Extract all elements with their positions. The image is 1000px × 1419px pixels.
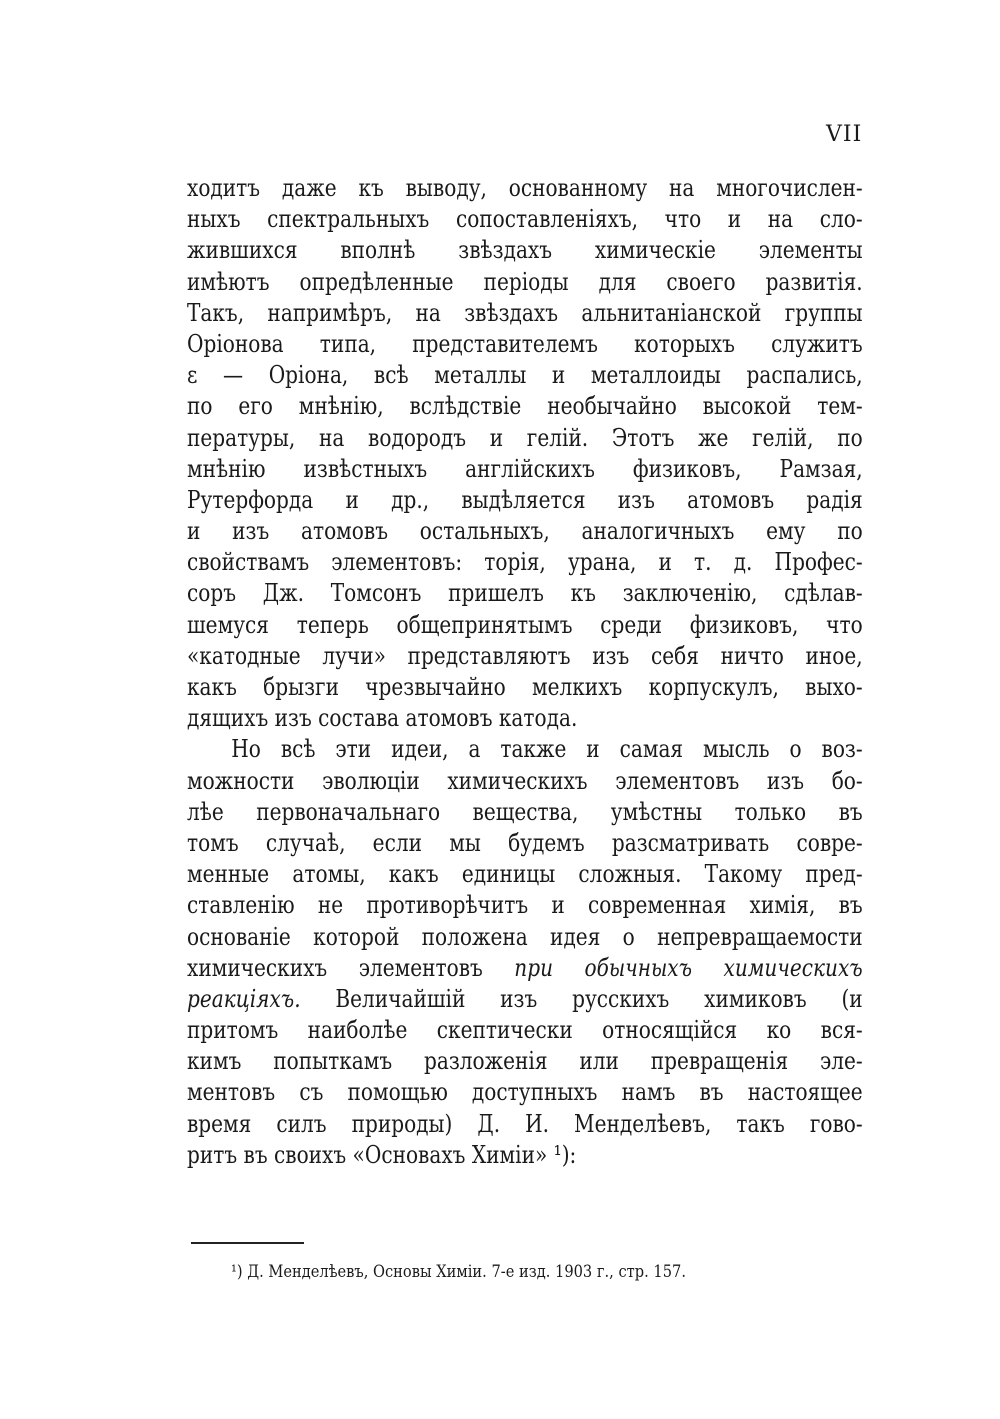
text-line: соръ Дж. Томсонъ пришелъ къ заключенію, сдѣлав- <box>187 578 863 608</box>
text-line: томъ случаѣ, если мы будемъ разсматривать совре- <box>187 827 863 857</box>
text-line <box>187 952 863 983</box>
text-line: какъ брызги чрезвычайно мелкихъ корпускулъ, выхо- <box>187 672 863 701</box>
page-number: VII <box>826 122 863 147</box>
text-line: и изъ атомовъ остальныхъ, аналогичныхъ ему по <box>187 516 863 546</box>
text-run: Величайшій изъ русскихъ химиковъ (и <box>300 983 863 1013</box>
text-line: мнѣнію извѣстныхъ англійскихъ физиковъ, Рамзая, <box>187 453 863 483</box>
text-line: имѣютъ опредѣленные періоды для своего развитія. <box>187 266 863 296</box>
text-line: по его мнѣнію, вслѣдствіе необычайно высокой тем- <box>187 391 863 421</box>
text-line: ε — Оріона, всѣ металлы и металлоиды распались, <box>187 360 863 390</box>
footnote: ¹) Д. Менделѣевъ, Основы Химіи. 7-е изд. 1903 г., стр. 157. <box>231 1262 686 1282</box>
text-line: пературы, на водородъ и гелій. Этотъ же гелій, по <box>187 422 863 452</box>
text-line: менные атомы, какъ единицы сложныя. Такому пред- <box>187 859 863 889</box>
text-line <box>187 983 863 1014</box>
text-line: свойствамъ элементовъ: торія, урана, и т. д. Профес- <box>187 547 863 577</box>
text-line: «катодные лучи» представляютъ изъ себя ничто иное, <box>187 640 863 670</box>
text-line: ходитъ даже къ выводу, основанному на многочислен- <box>187 173 863 202</box>
text-line: ныхъ спектральныхъ сопоставленіяхъ, что и на сло- <box>187 204 863 234</box>
text-line: время силъ природы) Д. И. Менделѣевъ, такъ гово- <box>187 1108 863 1138</box>
paragraph-start-line: Но всѣ эти идеи, а также и самая мысль о воз- <box>231 734 863 764</box>
text-line: притомъ наиболѣе скептически относящійся ко вся- <box>187 1015 863 1045</box>
text-line: дящихъ изъ состава атомовъ катода. <box>187 703 578 733</box>
text-line: шемуся теперь общепринятымъ среди физиковъ, что <box>187 609 863 639</box>
text-line: Оріонова типа, представителемъ которыхъ служитъ <box>187 328 863 358</box>
text-line: основаніе которой положена идея о непревращаемости <box>187 921 863 951</box>
text-line: можности эволюціи химическихъ элементовъ изъ бо- <box>187 765 863 795</box>
text-run: химическихъ элементовъ <box>187 952 515 982</box>
text-line: лѣе первоначальнаго вещества, умѣстны только въ <box>187 796 863 826</box>
text-line: жившихся вполнѣ звѣздахъ химическіе элементы <box>187 235 863 265</box>
body-text <box>187 172 863 1170</box>
text-line: Такъ, напримѣръ, на звѣздахъ альнитаніанской группы <box>187 297 863 327</box>
text-line: ставленію не противорѣчитъ и современная химія, въ <box>187 890 863 920</box>
italic-emphasis: при обычныхъ химическихъ <box>514 952 863 982</box>
italic-emphasis: реакціяхъ. <box>187 983 301 1013</box>
text-line: кимъ попыткамъ разложенія или превращенія эле- <box>187 1046 863 1076</box>
text-line: ритъ въ своихъ «Основахъ Химіи» ¹): <box>187 1139 577 1169</box>
text-line: Рутерфорда и др., выдѣляется изъ атомовъ радія <box>187 484 863 514</box>
text-line: ментовъ съ помощью доступныхъ намъ въ настоящее <box>187 1077 863 1107</box>
footnote-divider <box>191 1242 304 1244</box>
